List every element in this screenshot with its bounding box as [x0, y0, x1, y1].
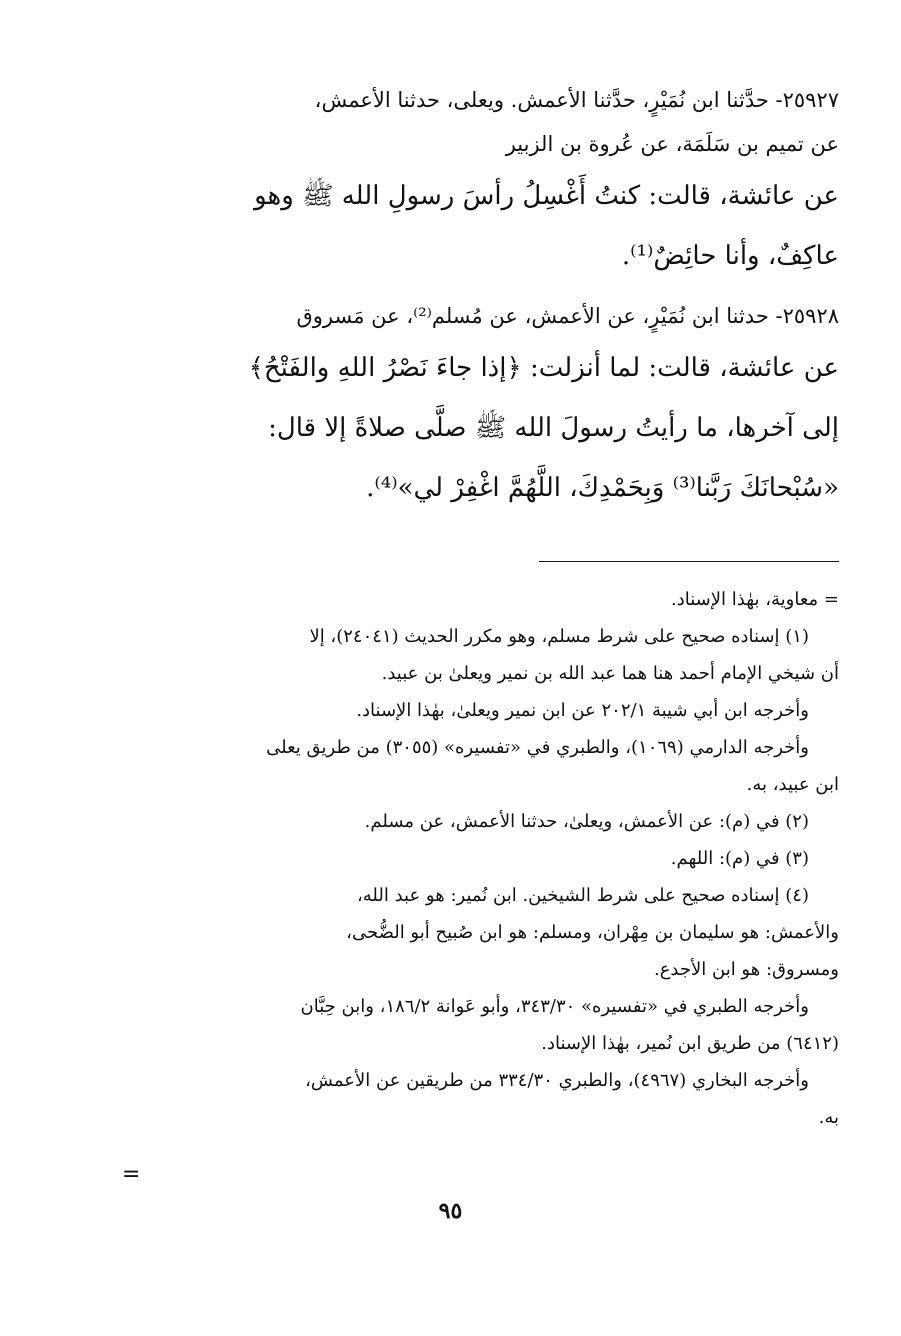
footnote-4-line-5: (٦٤١٢) من طريق ابن نُمير، بهٰذا الإسناد.: [541, 1033, 839, 1054]
hadith-25928-isnad-line-1: ٢٥٩٢٨- حدثنا ابن نُمَيْرٍ، عن الأعمش، عن مُسلم⁽²⁾، عن مَسروق: [296, 304, 839, 328]
hadith-25928-matn-line-3: «سُبْحانَكَ رَبَّنا⁽³⁾ وَبِحَمْدِكَ، اللَّهُمَّ اغْفِرْ لي»⁽⁴⁾.: [366, 473, 839, 503]
hadith-25927-matn-line-1: عن عائشة، قالت: كنتُ أَغْسِلُ رأسَ رسولِ الله ﷺ وهو: [254, 181, 839, 211]
footnote-1-line-3: وأخرجه ابن أبي شيبة ٢٠٢/١ عن ابن نمير ويعلىٰ، بهٰذا الإسناد.: [356, 700, 809, 721]
hadith-25928-matn-line-2: إلى آخرها، ما رأيتُ رسولَ الله ﷺ صلَّى صلاةً إلا قال:: [268, 413, 839, 443]
footnote-4-line-7: به.: [818, 1107, 839, 1128]
page-number: ٩٥: [438, 1198, 463, 1224]
footnote-1-line-2: أن شيخي الإمام أحمد هنا هما عبد الله بن نمير ويعلىٰ بن عبيد.: [381, 663, 839, 684]
footnote-4-line-6: وأخرجه البخاري (٤٩٦٧)، والطبري ٣٣٤/٣٠ من طريقين عن الأعمش،: [305, 1070, 809, 1091]
hadith-25927-isnad-line-2: عن تميم بن سَلَمَة، عن عُروة بن الزبير: [505, 132, 839, 156]
continuation-mark: =: [122, 1162, 141, 1187]
footnote-4-line-3: ومسروق: هو ابن الأجدع.: [653, 959, 839, 980]
footnote-2: (٢) في (م): عن الأعمش، ويعلىٰ، حدثنا الأعمش، عن مسلم.: [364, 811, 809, 832]
footnote-4-line-2: والأعمش: هو سليمان بن مِهْران، ومسلم: هو ابن صُبيح أبو الضُّحى،: [346, 922, 839, 943]
footnote-1-line-5: ابن عبيد، به.: [746, 774, 839, 795]
footnote-4-line-4: وأخرجه الطبري في «تفسيره» ٣٤٣/٣٠، وأبو عَوانة ١٨٦/٢، وابن حِبَّان: [300, 996, 809, 1017]
footnote-1-line-1: (١) إسناده صحيح على شرط مسلم، وهو مكرر الحديث (٢٤٠٤١)، إلا: [309, 626, 809, 647]
footnote-3: (٣) في (م): اللهم.: [670, 848, 809, 869]
hadith-25927-isnad-line-1: ٢٥٩٢٧- حدَّثنا ابن نُمَيْرٍ، حدَّثنا الأعمش. ويعلى، حدثنا الأعمش،: [314, 88, 839, 112]
footnote-1-line-4: وأخرجه الدارمي (١٠٦٩)، والطبري في «تفسيره» (٣٠٥٥) من طريق يعلى: [266, 737, 809, 758]
footnotes-block: [62, 582, 839, 1137]
footnote-continuation: = معاوية، بهٰذا الإسناد.: [671, 589, 839, 610]
hadith-25928-matn-line-1: عن عائشة، قالت: لما أنزلت: ﴿إذا جاءَ نَصْرُ اللهِ والفَتْحُ﴾: [248, 353, 839, 383]
hadith-25927-matn-line-2: عاكِفٌ، وأنا حائِضٌ⁽¹⁾.: [621, 241, 839, 271]
footnote-separator-rule: [539, 561, 839, 562]
hadith-text-block: [62, 78, 839, 518]
footnote-4-line-1: (٤) إسناده صحيح على شرط الشيخين. ابن نُمير: هو عبد الله،: [356, 885, 809, 906]
